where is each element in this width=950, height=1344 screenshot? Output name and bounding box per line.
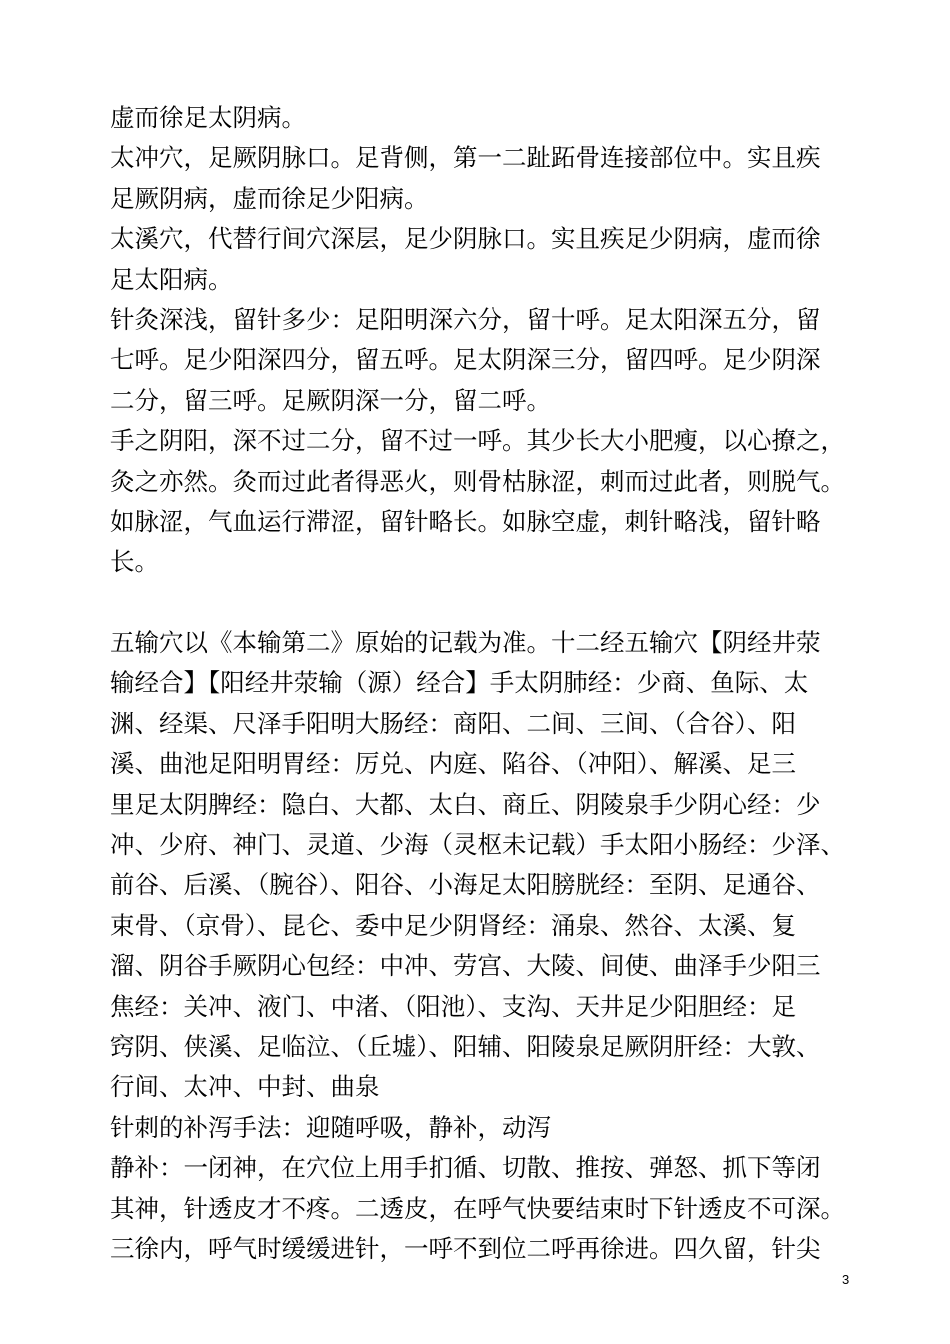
text-line: 溜、阴谷手厥阴心包经：中冲、劳宫、大陵、间使、曲泽手少阳三 bbox=[110, 951, 821, 981]
text-line: 溪、曲池足阳明胃经：厉兑、内庭、陷谷、（冲阳）、解溪、足三 bbox=[110, 749, 796, 779]
text-line: 足太阳病。 bbox=[110, 264, 233, 294]
text-line: 静补：一闭神，在穴位上用手扪循、切散、推按、弹怒、抓下等闭 bbox=[110, 1153, 821, 1183]
text-line: 针灸深浅，留针多少：足阳明深六分，留十呼。足太阳深五分，留 bbox=[110, 304, 821, 334]
text-line: 束骨、（京骨）、昆仑、委中足少阴肾经：涌泉、然谷、太溪、复 bbox=[110, 910, 796, 940]
text-line: 太溪穴，代替行间穴深层，足少阴脉口。实且疾足少阴病，虚而徐 bbox=[110, 224, 821, 254]
text-line: 长。 bbox=[110, 547, 159, 577]
page-number: 3 bbox=[842, 1272, 850, 1287]
text-line: 输经合】【阳经井荥输（源）经合】手太阴肺经：少商、鱼际、太 bbox=[110, 668, 809, 698]
body-text bbox=[110, 98, 880, 1269]
text-line: 足厥阴病，虚而徐足少阳病。 bbox=[110, 183, 429, 213]
text-line: 二分，留三呼。足厥阴深一分，留二呼。 bbox=[110, 385, 551, 415]
text-line: 里足太阴脾经：隐白、大都、太白、商丘、阴陵泉手少阴心经：少 bbox=[110, 789, 821, 819]
text-line: 三徐内，呼气时缓缓进针，一呼不到位二呼再徐进。四久留，针尖 bbox=[110, 1233, 821, 1263]
text-line: 太冲穴，足厥阴脉口。足背侧，第一二趾跖骨连接部位中。实且疾 bbox=[110, 143, 821, 173]
text-line: 五输穴以《本输第二》原始的记载为准。十二经五输穴【阴经井荥 bbox=[110, 628, 821, 658]
text-line: 窍阴、侠溪、足临泣、（丘墟）、阳辅、阳陵泉足厥阴肝经：大敦、 bbox=[110, 1031, 821, 1061]
blank-line bbox=[110, 583, 880, 623]
text-line: 如脉涩，气血运行滞涩，留针略长。如脉空虚，刺针略浅，留针略 bbox=[110, 506, 821, 536]
text-line: 针刺的补泻手法：迎随呼吸，静补，动泻 bbox=[110, 1112, 551, 1142]
text-line: 行间、太冲、中封、曲泉 bbox=[110, 1072, 380, 1102]
text-line: 手之阴阳，深不过二分，留不过一呼。其少长大小肥瘦，以心撩之， bbox=[110, 426, 845, 456]
text-line: 前谷、后溪、（腕谷）、阳谷、小海足太阳膀胱经：至阴、足通谷、 bbox=[110, 870, 821, 900]
text-line: 灸之亦然。灸而过此者得恶火，则骨枯脉涩，刺而过此者，则脱气。 bbox=[110, 466, 845, 496]
text-line: 虚而徐足太阴病。 bbox=[110, 103, 306, 132]
text-line: 渊、经渠、尺泽手阳明大肠经：商阳、二间、三间、（合谷）、阳 bbox=[110, 708, 796, 738]
text-line: 其神，针透皮才不疼。二透皮，在呼气快要结束时下针透皮不可深。 bbox=[110, 1193, 845, 1223]
text-line: 冲、少府、神门、灵道、少海（灵枢未记载）手太阳小肠经：少泽、 bbox=[110, 830, 845, 860]
text-line: 焦经：关冲、液门、中渚、（阳池）、支沟、天井足少阳胆经：足 bbox=[110, 991, 796, 1021]
text-line: 七呼。足少阳深四分，留五呼。足太阴深三分，留四呼。足少阴深 bbox=[110, 345, 821, 375]
